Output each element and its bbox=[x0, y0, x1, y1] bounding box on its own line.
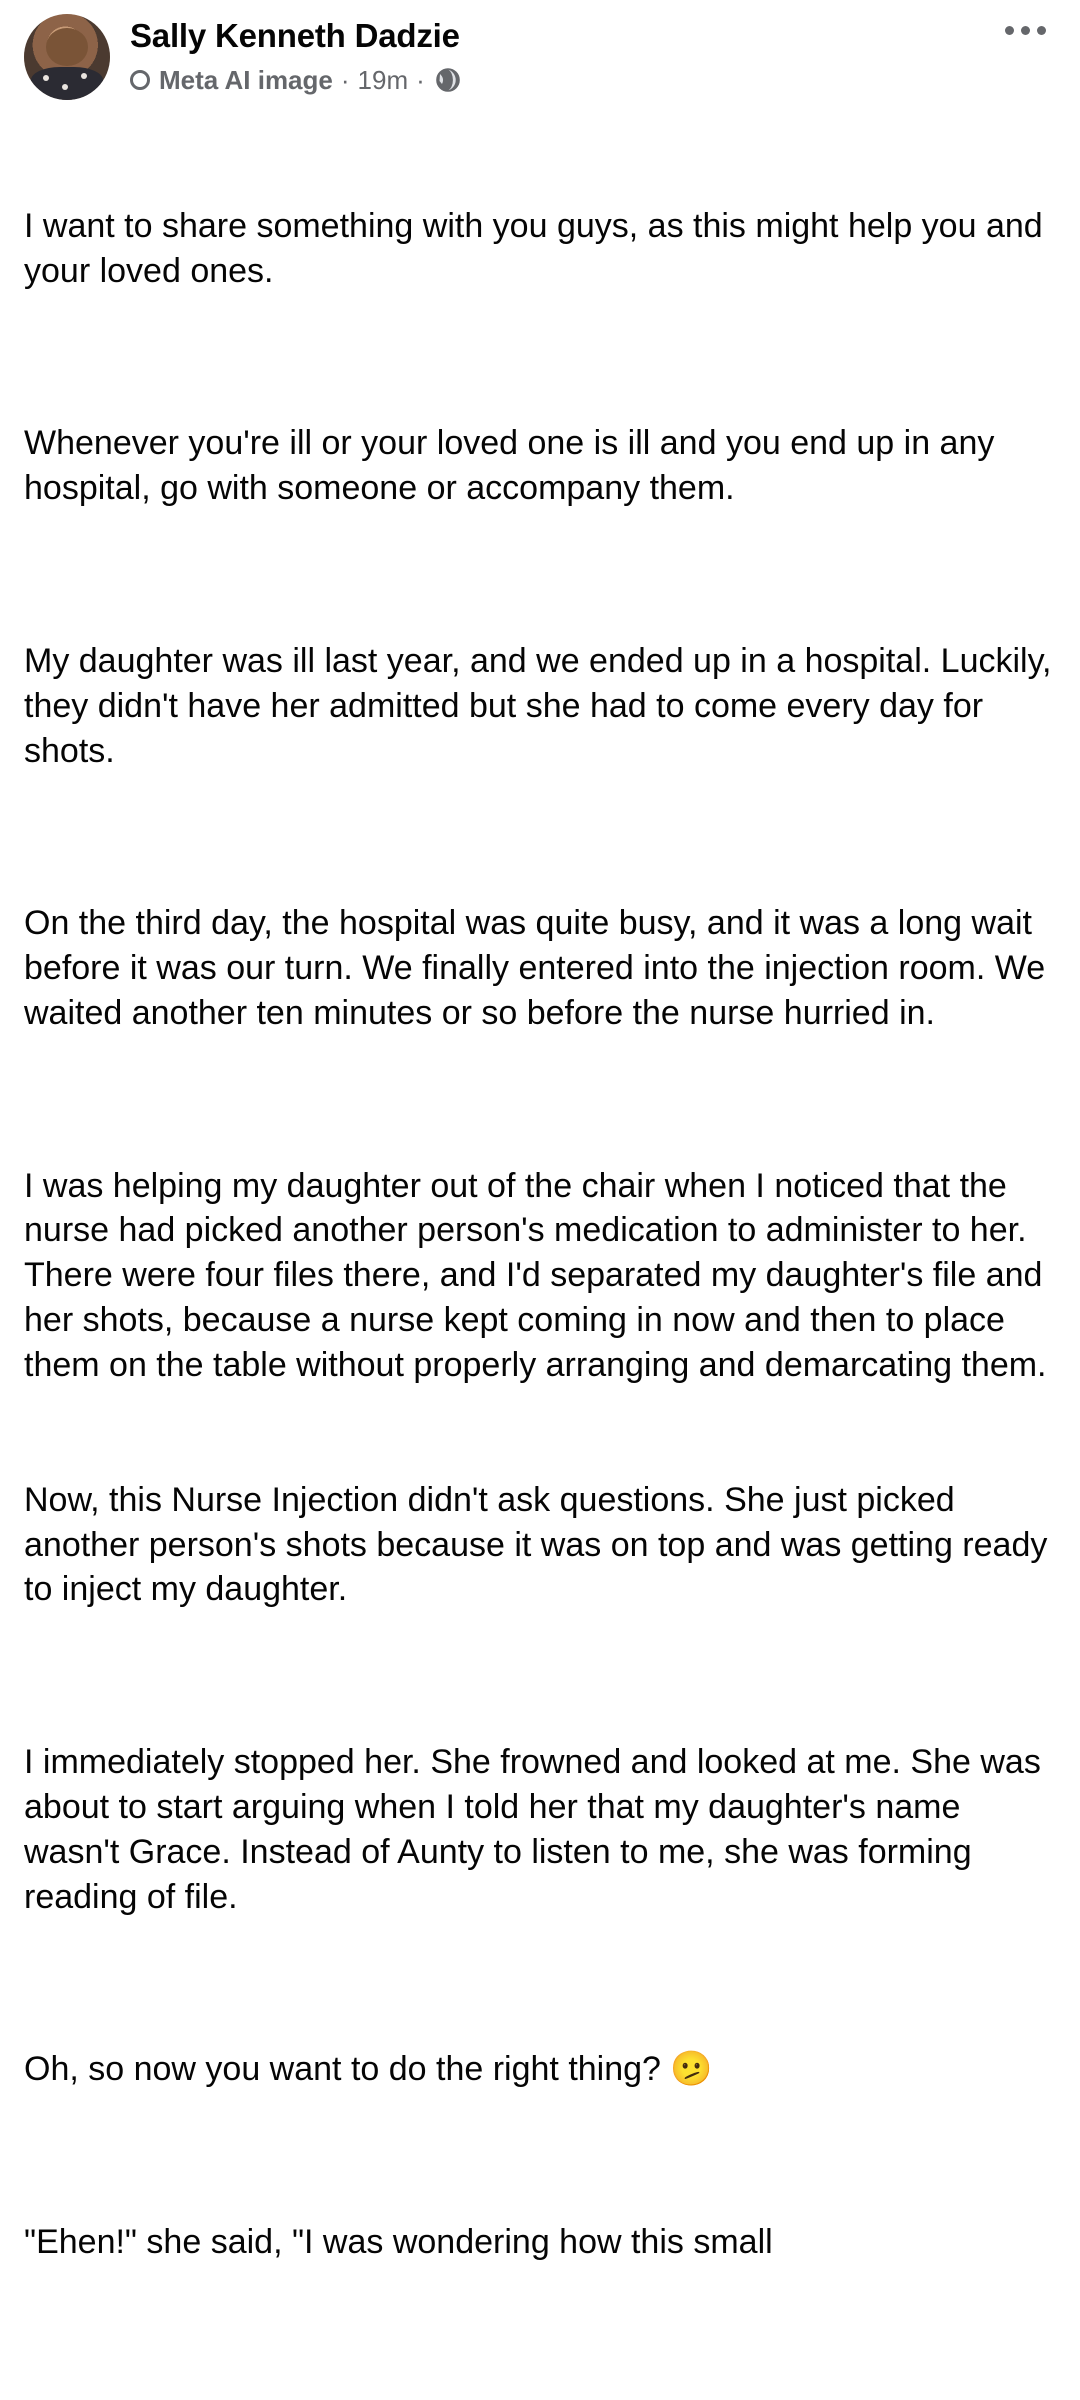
post-paragraph: I was helping my daughter out of the chair when I noticed that the nurse had picked another person's medication to administer to her. There were four files there, and I'd separated my daughter's file and her shots, because a nurse kept coming in now and then to place them on the table without properly arranging and demarcating them. bbox=[24, 1166, 1052, 1384]
avatar-face bbox=[46, 28, 87, 66]
avatar[interactable] bbox=[24, 14, 110, 100]
post-header-text bbox=[130, 14, 1056, 96]
post-body bbox=[0, 106, 1080, 2393]
post-paragraph: I want to share something with you guys, as this might help you and your loved ones. bbox=[24, 206, 1053, 290]
post-paragraph: "Ehen!" she said, "I was wondering how this small bbox=[24, 2222, 773, 2261]
meta-separator: · bbox=[340, 64, 350, 95]
post-header bbox=[0, 0, 1080, 106]
post-paragraph: I immediately stopped her. She frowned and looked at me. She was about to start arguing when I told her that my daughter's name wasn't Grace. Instead of Aunty to listen to me, she was forming reading of file. bbox=[24, 1743, 1051, 1916]
menu-dot bbox=[1005, 26, 1014, 35]
post-paragraph: Oh, so now you want to do the right thing? 🫤 bbox=[24, 2050, 713, 2089]
globe-icon[interactable] bbox=[435, 67, 461, 93]
menu-dot bbox=[1037, 26, 1046, 35]
author-name[interactable]: Sally Kenneth Dadzie bbox=[130, 17, 460, 54]
post-paragraph: Now, this Nurse Injection didn't ask questions. She just picked another person's shots because it was on top and was getting ready to inject my daughter. bbox=[24, 1480, 1057, 1609]
menu-dot bbox=[1021, 26, 1030, 35]
avatar-pattern-dot bbox=[81, 73, 87, 79]
meta-ai-label: Meta AI image bbox=[159, 64, 333, 95]
post-timestamp[interactable]: 19m bbox=[357, 64, 409, 95]
avatar-body bbox=[31, 67, 103, 100]
meta-ai-badge[interactable] bbox=[130, 65, 333, 96]
meta-ai-icon bbox=[130, 70, 150, 90]
post-paragraph: My daughter was ill last year, and we ended up in a hospital. Luckily, they didn't have her admitted but she had to come every day for shots. bbox=[24, 641, 1061, 770]
post-meta bbox=[130, 65, 1056, 96]
post-paragraph: Whenever you're ill or your loved one is ill and you end up in any hospital, go with someone or accompany them. bbox=[24, 424, 1004, 508]
meta-separator-2: · bbox=[416, 64, 425, 95]
avatar-pattern-dot bbox=[62, 84, 68, 90]
more-options-icon[interactable] bbox=[997, 18, 1054, 43]
avatar-pattern-dot bbox=[43, 75, 49, 81]
post-paragraph: On the third day, the hospital was quite busy, and it was a long wait before it was our turn. We finally entered into the injection room. We waited another ten minutes or so before the nurse hurried in. bbox=[24, 904, 1055, 1032]
